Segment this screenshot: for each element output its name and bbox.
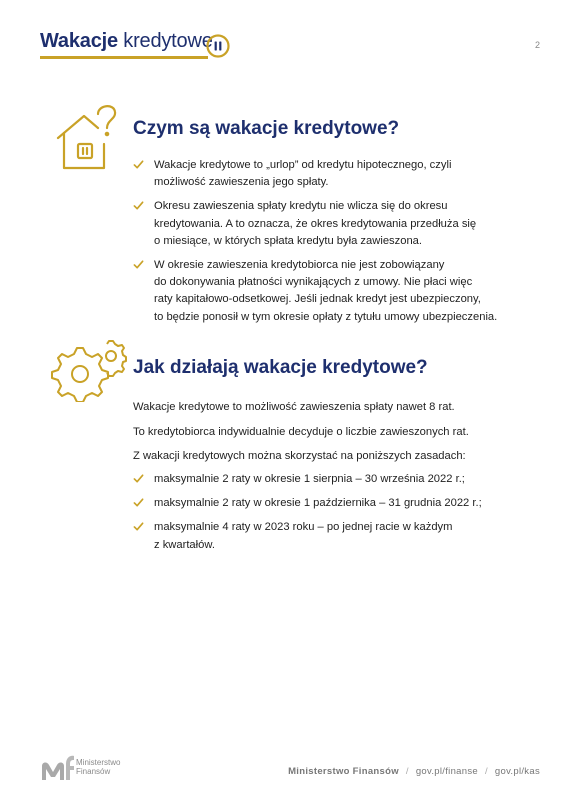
list-item-line: to będzie ponosił w tym okresie opłaty z tytułu umowy ubezpieczenia. <box>154 310 498 323</box>
brand-logo-regular: kredytowe <box>117 30 213 52</box>
pause-badge-icon <box>206 34 230 58</box>
section2-list <box>133 471 533 554</box>
list-item-line: raty kapitałowo-odsetkowej. Jeśli jednak kredyt jest ubezpieczony, <box>154 293 481 306</box>
section-title-how: Jak działają wakacje kredytowe? <box>133 357 428 378</box>
paragraph: To kredytobiorca indywidualnie decyduje o liczbie zawieszonych rat. <box>133 426 469 438</box>
list-item-line: maksymalnie 4 raty w 2023 roku – po jednej racie w każdym <box>154 521 453 534</box>
paragraph: Z wakacji kredytowych można skorzystać na poniższych zasadach: <box>133 450 466 462</box>
list-item-line: do dokonywania płatności wynikających z umowy. Nie płaci więc <box>154 276 473 289</box>
footer <box>0 750 566 790</box>
gears-icon <box>50 340 128 402</box>
ministry-line1: Ministerstwo <box>76 758 121 767</box>
footer-links: Ministerstwo Finansów / gov.pl/finanse / gov.pl/kas <box>288 766 540 777</box>
check-icon <box>133 159 144 170</box>
list-item-line: Wakacje kredytowe to „urlop” od kredytu hipotecznego, czyli <box>154 159 452 171</box>
footer-link-finanse[interactable]: gov.pl/finanse <box>415 766 478 777</box>
brand-logo-underline <box>40 56 208 59</box>
list-item <box>133 519 533 553</box>
list-item-line: maksymalnie 2 raty w okresie 1 sierpnia – 30 września 2022 r.; <box>154 473 465 485</box>
ministry-logo-text <box>76 758 120 776</box>
page-number: 2 <box>534 40 540 50</box>
check-icon <box>133 259 144 270</box>
list-item-line: możliwość zawieszenia jego spłaty. <box>154 176 329 189</box>
list-item-line: Okresu zawieszenia spłaty kredytu nie wlicza się do okresu <box>154 200 448 213</box>
check-icon <box>133 473 144 484</box>
brand-logo-bold: Wakacje <box>40 30 118 52</box>
list-item <box>133 495 533 512</box>
check-icon <box>133 200 144 211</box>
list-item <box>133 198 533 250</box>
check-icon <box>133 521 144 532</box>
list-item <box>133 157 533 191</box>
list-item <box>133 257 533 326</box>
list-item-line: W okresie zawieszenia kredytobiorca nie jest zobowiązany <box>154 259 445 272</box>
brand-logo-text <box>40 30 213 53</box>
footer-link-kas[interactable]: gov.pl/kas <box>494 766 540 777</box>
list-item-line: kredytowania. A to oznacza, że okres kredytowania przedłuża się <box>154 217 477 230</box>
list-item-line: o miesiące, w których spłata kredytu była zawieszona. <box>154 234 422 247</box>
list-item-line: maksymalnie 2 raty w okresie 1 października – 31 grudnia 2022 r.; <box>154 497 482 510</box>
list-item <box>133 471 533 488</box>
section1-list <box>133 157 533 326</box>
ministry-line2: Finansów <box>76 767 111 776</box>
paragraph: Wakacje kredytowe to możliwość zawieszenia spłaty nawet 8 rat. <box>133 401 455 413</box>
check-icon <box>133 497 144 508</box>
ministry-logo-icon <box>40 752 74 782</box>
section-title-what: Czym są wakacje kredytowe? <box>133 118 400 139</box>
list-item-line: z kwartałów. <box>154 538 215 551</box>
footer-org: Ministerstwo Finansów <box>288 766 399 777</box>
house-question-icon <box>52 100 126 172</box>
